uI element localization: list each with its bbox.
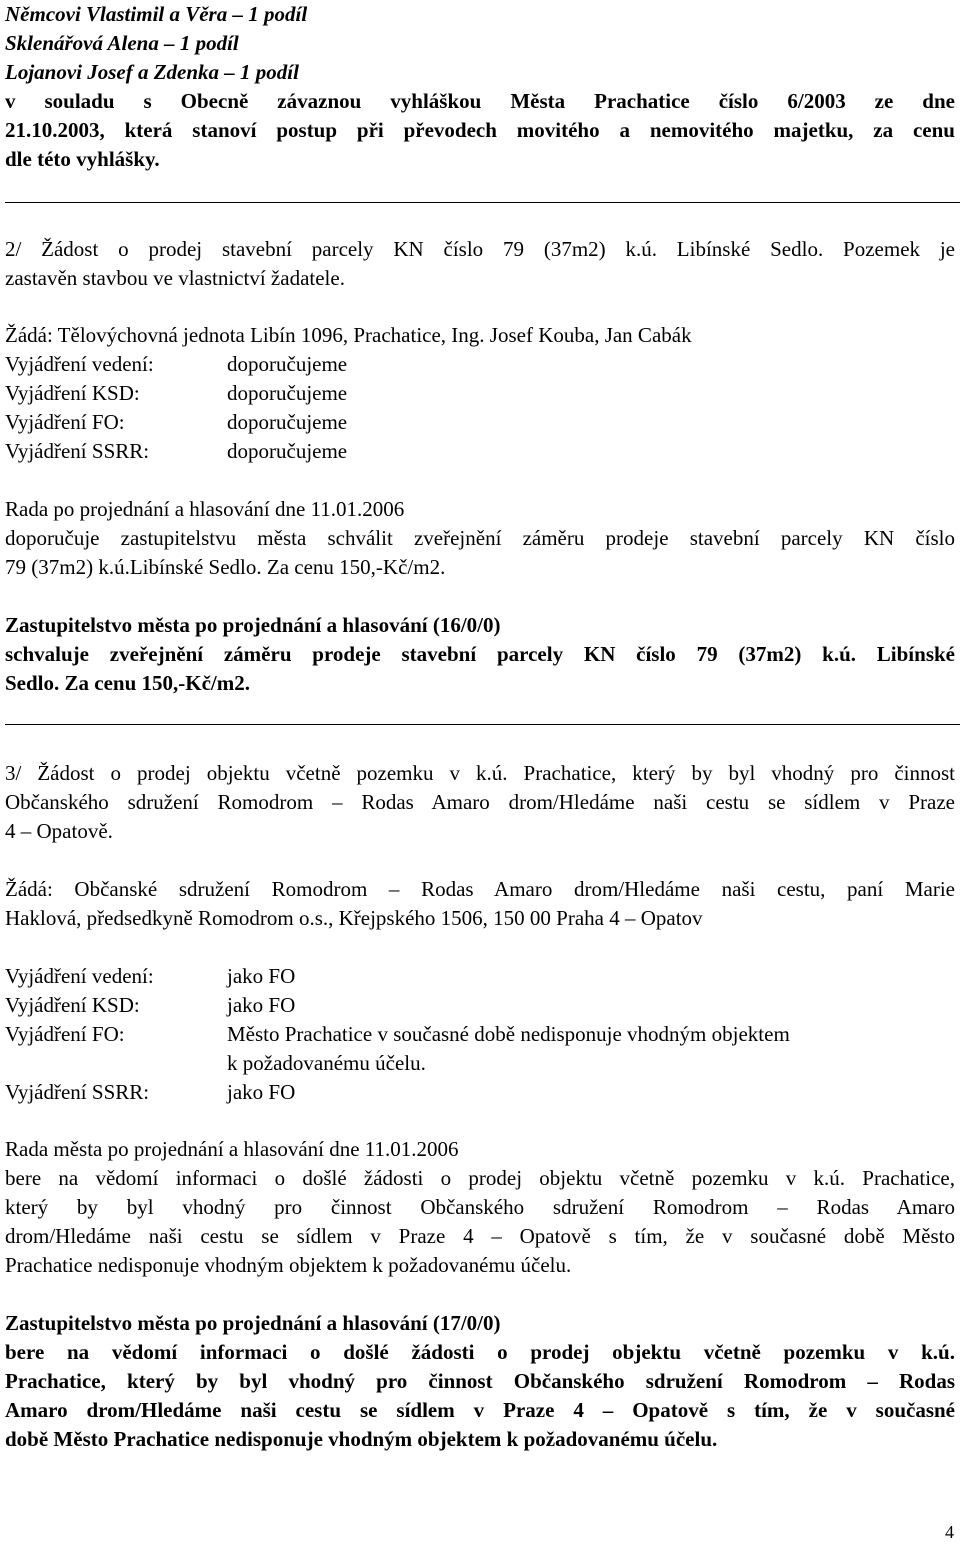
item3-zastupitelstvo-text-line: době Město Prachatice nedisponuje vhodným objektem k požadovanému účelu. <box>5 1427 718 1451</box>
opinion-value: Město Prachatice v současné době nedisponuje vhodným objektem <box>227 1022 790 1046</box>
page-number: 4 <box>945 1522 954 1542</box>
item3-rada-text-line: bere na vědomí informaci o došlé žádosti o prodej objektu včetně pozemku v k.ú. Prachatice, <box>5 1166 955 1190</box>
opinion-label: Vyjádření KSD: <box>5 993 140 1017</box>
item3-rada-text-line: který by byl vhodný pro činnost Občanského sdružení Romodrom – Rodas Amaro <box>5 1195 955 1219</box>
opinion-row <box>5 963 295 989</box>
opinion-label: Vyjádření SSRR: <box>5 439 150 463</box>
opinion-row <box>5 438 347 464</box>
opinion-label: Vyjádření vedení: <box>5 964 154 988</box>
opinion-value: jako FO <box>227 993 296 1017</box>
opinion-row <box>5 992 295 1018</box>
item2-applicant: Žádá: Tělovýchovná jednota Libín 1096, Prachatice, Ing. Josef Kouba, Jan Cabák <box>5 323 692 347</box>
item3-title-line: 3/ Žádost o prodej objektu včetně pozemku v k.ú. Prachatice, který by byl vhodný pro činnost <box>5 761 955 785</box>
opinion-value: doporučujeme <box>227 381 348 405</box>
opinion-row <box>5 1050 426 1076</box>
opinion-value: jako FO <box>227 964 296 988</box>
opinion-value: jako FO <box>227 1080 296 1104</box>
item3-applicant-line: Haklová, předsedkyně Romodrom o.s., Křejpského 1506, 150 00 Praha 4 – Opatov <box>5 906 703 930</box>
owner-line: Sklenářová Alena – 1 podíl <box>5 31 239 55</box>
header-paragraph-line: dle této vyhlášky. <box>5 147 160 171</box>
section-divider <box>5 724 960 725</box>
opinion-row <box>5 1021 790 1047</box>
item3-rada-text-line: Prachatice nedisponuje vhodným objektem k požadovanému účelu. <box>5 1253 572 1277</box>
opinion-row <box>5 409 347 435</box>
header-paragraph-line: v souladu s Obecně závaznou vyhláškou Města Prachatice číslo 6/2003 ze dne <box>5 89 955 113</box>
item2-rada-text-line: 79 (37m2) k.ú.Libínské Sedlo. Za cenu 150,-Kč/m2. <box>5 555 446 579</box>
opinion-label: Vyjádření KSD: <box>5 381 140 405</box>
opinion-value: doporučujeme <box>227 352 348 376</box>
item3-zastupitelstvo-text-line: Amaro drom/Hledáme naši cestu se sídlem v Praze 4 – Opatově s tím, že v současné <box>5 1398 955 1422</box>
item3-title-line: Občanského sdružení Romodrom – Rodas Amaro drom/Hledáme naši cestu se sídlem v Praze <box>5 790 955 814</box>
item2-zastupitelstvo-text-line: schvaluje zveřejnění záměru prodeje stavební parcely KN číslo 79 (37m2) k.ú. Libínské <box>5 642 955 666</box>
opinion-value: doporučujeme <box>227 410 348 434</box>
opinion-value: k požadovanému účelu. <box>227 1051 426 1075</box>
opinion-label: Vyjádření FO: <box>5 410 125 434</box>
item2-title-line: 2/ Žádost o prodej stavební parcely KN číslo 79 (37m2) k.ú. Libínské Sedlo. Pozemek je <box>5 237 955 261</box>
item3-rada-text-line: drom/Hledáme naši cestu se sídlem v Praze 4 – Opatově s tím, že v současné době Město <box>5 1224 955 1248</box>
item3-zastupitelstvo-text-line: bere na vědomí informaci o došlé žádosti o prodej objektu včetně pozemku v k.ú. <box>5 1340 955 1364</box>
item2-title-line: zastavěn stavbou ve vlastnictví žadatele. <box>5 266 345 290</box>
owner-line: Němcovi Vlastimil a Věra – 1 podíl <box>5 2 308 26</box>
item2-rada-heading: Rada po projednání a hlasování dne 11.01.2006 <box>5 497 405 521</box>
item2-rada-text-line: doporučuje zastupitelstvu města schválit zveřejnění záměru prodeje stavební parcely KN číslo <box>5 526 955 550</box>
opinion-label: Vyjádření SSRR: <box>5 1080 150 1104</box>
opinion-row <box>5 1079 295 1105</box>
opinion-row <box>5 380 347 406</box>
opinion-label: Vyjádření FO: <box>5 1022 125 1046</box>
section-divider <box>5 202 960 203</box>
opinion-row <box>5 351 347 377</box>
item3-title-line: 4 – Opatově. <box>5 819 113 843</box>
item2-zastupitelstvo-text-line: Sedlo. Za cenu 150,-Kč/m2. <box>5 671 250 695</box>
item3-applicant-line: Žádá: Občanské sdružení Romodrom – Rodas Amaro drom/Hledáme naši cestu, paní Marie <box>5 877 955 901</box>
item3-rada-heading: Rada města po projednání a hlasování dne 11.01.2006 <box>5 1137 459 1161</box>
owner-line: Lojanovi Josef a Zdenka – 1 podíl <box>5 60 299 84</box>
opinion-label: Vyjádření vedení: <box>5 352 154 376</box>
item2-zastupitelstvo-heading: Zastupitelstvo města po projednání a hlasování (16/0/0) <box>5 613 501 637</box>
opinion-value: doporučujeme <box>227 439 348 463</box>
item3-zastupitelstvo-text-line: Prachatice, který by byl vhodný pro činnost Občanského sdružení Romodrom – Rodas <box>5 1369 955 1393</box>
item3-zastupitelstvo-heading: Zastupitelstvo města po projednání a hlasování (17/0/0) <box>5 1311 501 1335</box>
header-paragraph-line: 21.10.2003, která stanoví postup při převodech movitého a nemovitého majetku, za cenu <box>5 118 955 142</box>
